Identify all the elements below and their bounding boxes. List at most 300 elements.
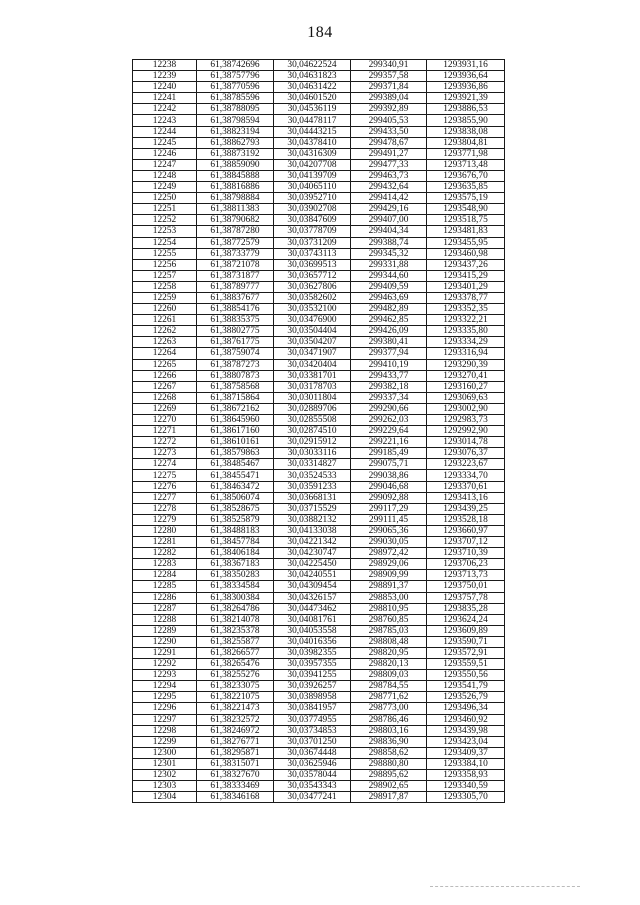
point-number-cell: 12301 [133, 758, 197, 769]
table-row [133, 281, 505, 292]
latitude-cell: 61,38802775 [197, 326, 274, 337]
latitude-cell: 61,38787273 [197, 359, 274, 370]
table-row [133, 215, 505, 226]
latitude-cell: 61,38835375 [197, 315, 274, 326]
x-coordinate-cell: 298786,46 [351, 714, 427, 725]
table-row [133, 104, 505, 115]
table-row [133, 248, 505, 259]
x-coordinate-cell: 298820,13 [351, 659, 427, 670]
latitude-cell: 61,38300384 [197, 592, 274, 603]
point-number-cell: 12265 [133, 359, 197, 370]
x-coordinate-cell: 299463,69 [351, 292, 427, 303]
latitude-cell: 61,38367183 [197, 559, 274, 570]
longitude-cell: 30,04065110 [274, 182, 351, 193]
point-number-cell: 12252 [133, 215, 197, 226]
point-number-cell: 12247 [133, 159, 197, 170]
longitude-cell: 30,04631823 [274, 71, 351, 82]
y-coordinate-cell: 1293423,04 [427, 736, 505, 747]
y-coordinate-cell: 1293541,79 [427, 681, 505, 692]
point-number-cell: 12280 [133, 525, 197, 536]
longitude-cell: 30,04016356 [274, 636, 351, 647]
table-row [133, 747, 505, 758]
y-coordinate-cell: 1293305,70 [427, 792, 505, 803]
x-coordinate-cell: 298773,00 [351, 703, 427, 714]
y-coordinate-cell: 1293340,59 [427, 781, 505, 792]
y-coordinate-cell: 1293713,48 [427, 159, 505, 170]
point-number-cell: 12251 [133, 204, 197, 215]
table-row [133, 326, 505, 337]
point-number-cell: 12270 [133, 415, 197, 426]
longitude-cell: 30,03524533 [274, 470, 351, 481]
latitude-cell: 61,38327670 [197, 770, 274, 781]
longitude-cell: 30,03926257 [274, 681, 351, 692]
x-coordinate-cell: 299404,34 [351, 226, 427, 237]
y-coordinate-cell: 1293931,16 [427, 60, 505, 71]
y-coordinate-cell: 1293455,95 [427, 237, 505, 248]
x-coordinate-cell: 298895,62 [351, 770, 427, 781]
longitude-cell: 30,04326157 [274, 592, 351, 603]
x-coordinate-cell: 298809,03 [351, 670, 427, 681]
table-row [133, 781, 505, 792]
latitude-cell: 61,38845888 [197, 170, 274, 181]
latitude-cell: 61,38315071 [197, 758, 274, 769]
table-row [133, 182, 505, 193]
point-number-cell: 12285 [133, 581, 197, 592]
longitude-cell: 30,03957355 [274, 659, 351, 670]
y-coordinate-cell: 1293384,10 [427, 758, 505, 769]
point-number-cell: 12262 [133, 326, 197, 337]
longitude-cell: 30,03420404 [274, 359, 351, 370]
longitude-cell: 30,03701250 [274, 736, 351, 747]
y-coordinate-cell: 1293223,67 [427, 459, 505, 470]
point-number-cell: 12279 [133, 514, 197, 525]
latitude-cell: 61,38715864 [197, 392, 274, 403]
table-row [133, 126, 505, 137]
table-row [133, 659, 505, 670]
longitude-cell: 30,03476900 [274, 315, 351, 326]
longitude-cell: 30,03532100 [274, 304, 351, 315]
latitude-cell: 61,38798594 [197, 115, 274, 126]
latitude-cell: 61,38528675 [197, 503, 274, 514]
longitude-cell: 30,03715529 [274, 503, 351, 514]
table-row [133, 736, 505, 747]
latitude-cell: 61,38455471 [197, 470, 274, 481]
x-coordinate-cell: 299357,58 [351, 71, 427, 82]
y-coordinate-cell: 1293378,77 [427, 292, 505, 303]
table-row [133, 315, 505, 326]
x-coordinate-cell: 299377,94 [351, 348, 427, 359]
y-coordinate-cell: 1293572,91 [427, 647, 505, 658]
point-number-cell: 12295 [133, 692, 197, 703]
table-row [133, 725, 505, 736]
x-coordinate-cell: 298808,48 [351, 636, 427, 647]
point-number-cell: 12264 [133, 348, 197, 359]
latitude-cell: 61,38759074 [197, 348, 274, 359]
point-number-cell: 12304 [133, 792, 197, 803]
footer-rule [430, 886, 580, 887]
longitude-cell: 30,03941255 [274, 670, 351, 681]
x-coordinate-cell: 299409,59 [351, 281, 427, 292]
point-number-cell: 12258 [133, 281, 197, 292]
longitude-cell: 30,04081761 [274, 614, 351, 625]
latitude-cell: 61,38761775 [197, 337, 274, 348]
latitude-cell: 61,38334584 [197, 581, 274, 592]
x-coordinate-cell: 299429,16 [351, 204, 427, 215]
y-coordinate-cell: 1293290,39 [427, 359, 505, 370]
point-number-cell: 12296 [133, 703, 197, 714]
point-number-cell: 12288 [133, 614, 197, 625]
y-coordinate-cell: 1293518,75 [427, 215, 505, 226]
longitude-cell: 30,03847609 [274, 215, 351, 226]
table-row [133, 193, 505, 204]
latitude-cell: 61,38488183 [197, 525, 274, 536]
latitude-cell: 61,38733779 [197, 248, 274, 259]
x-coordinate-cell: 299477,33 [351, 159, 427, 170]
point-number-cell: 12261 [133, 315, 197, 326]
point-number-cell: 12273 [133, 448, 197, 459]
y-coordinate-cell: 1293676,70 [427, 170, 505, 181]
longitude-cell: 30,03578044 [274, 770, 351, 781]
x-coordinate-cell: 299463,73 [351, 170, 427, 181]
point-number-cell: 12246 [133, 148, 197, 159]
table-row [133, 93, 505, 104]
latitude-cell: 61,38873192 [197, 148, 274, 159]
x-coordinate-cell: 299290,66 [351, 403, 427, 414]
x-coordinate-cell: 298917,87 [351, 792, 427, 803]
table-row [133, 437, 505, 448]
x-coordinate-cell: 299426,09 [351, 326, 427, 337]
latitude-cell: 61,38617160 [197, 426, 274, 437]
x-coordinate-cell: 298972,42 [351, 548, 427, 559]
x-coordinate-cell: 299344,60 [351, 270, 427, 281]
longitude-cell: 30,03381701 [274, 370, 351, 381]
y-coordinate-cell: 1293528,18 [427, 514, 505, 525]
x-coordinate-cell: 298760,85 [351, 614, 427, 625]
x-coordinate-cell: 299229,64 [351, 426, 427, 437]
latitude-cell: 61,38255276 [197, 670, 274, 681]
longitude-cell: 30,04473462 [274, 603, 351, 614]
point-number-cell: 12253 [133, 226, 197, 237]
table-row [133, 159, 505, 170]
y-coordinate-cell: 1293160,27 [427, 381, 505, 392]
x-coordinate-cell: 298929,06 [351, 559, 427, 570]
y-coordinate-cell: 1293270,41 [427, 370, 505, 381]
point-number-cell: 12260 [133, 304, 197, 315]
x-coordinate-cell: 298785,03 [351, 625, 427, 636]
table-row [133, 60, 505, 71]
y-coordinate-cell: 1293322,21 [427, 315, 505, 326]
x-coordinate-cell: 298880,80 [351, 758, 427, 769]
y-coordinate-cell: 1293526,79 [427, 692, 505, 703]
latitude-cell: 61,38798884 [197, 193, 274, 204]
table-row [133, 681, 505, 692]
latitude-cell: 61,38295871 [197, 747, 274, 758]
y-coordinate-cell: 1293437,26 [427, 259, 505, 270]
table-row [133, 292, 505, 303]
point-number-cell: 12257 [133, 270, 197, 281]
x-coordinate-cell: 299030,05 [351, 537, 427, 548]
point-number-cell: 12282 [133, 548, 197, 559]
point-number-cell: 12287 [133, 603, 197, 614]
point-number-cell: 12268 [133, 392, 197, 403]
longitude-cell: 30,04601520 [274, 93, 351, 104]
y-coordinate-cell: 1293460,92 [427, 714, 505, 725]
latitude-cell: 61,38350283 [197, 570, 274, 581]
point-number-cell: 12274 [133, 459, 197, 470]
latitude-cell: 61,38232572 [197, 714, 274, 725]
latitude-cell: 61,38525879 [197, 514, 274, 525]
latitude-cell: 61,38862793 [197, 137, 274, 148]
point-number-cell: 12298 [133, 725, 197, 736]
y-coordinate-cell: 1293496,34 [427, 703, 505, 714]
y-coordinate-cell: 1293481,83 [427, 226, 505, 237]
latitude-cell: 61,38235378 [197, 625, 274, 636]
longitude-cell: 30,03582602 [274, 292, 351, 303]
latitude-cell: 61,38758568 [197, 381, 274, 392]
point-number-cell: 12245 [133, 137, 197, 148]
point-number-cell: 12286 [133, 592, 197, 603]
table-row [133, 792, 505, 803]
point-number-cell: 12281 [133, 537, 197, 548]
latitude-cell: 61,38221075 [197, 692, 274, 703]
latitude-cell: 61,38506074 [197, 492, 274, 503]
x-coordinate-cell: 298820,95 [351, 647, 427, 658]
table-row [133, 614, 505, 625]
table-row [133, 503, 505, 514]
longitude-cell: 30,04478117 [274, 115, 351, 126]
point-number-cell: 12303 [133, 781, 197, 792]
longitude-cell: 30,02915912 [274, 437, 351, 448]
point-number-cell: 12272 [133, 437, 197, 448]
longitude-cell: 30,03471907 [274, 348, 351, 359]
longitude-cell: 30,02855508 [274, 415, 351, 426]
table-row [133, 71, 505, 82]
longitude-cell: 30,04225450 [274, 559, 351, 570]
y-coordinate-cell: 1293550,56 [427, 670, 505, 681]
longitude-cell: 30,04240551 [274, 570, 351, 581]
table-row [133, 304, 505, 315]
table-row [133, 492, 505, 503]
table-row [133, 537, 505, 548]
table-row [133, 370, 505, 381]
point-number-cell: 12240 [133, 82, 197, 93]
x-coordinate-cell: 298858,62 [351, 747, 427, 758]
longitude-cell: 30,03178703 [274, 381, 351, 392]
table-row [133, 714, 505, 725]
x-coordinate-cell: 298771,62 [351, 692, 427, 703]
latitude-cell: 61,38266577 [197, 647, 274, 658]
longitude-cell: 30,03504207 [274, 337, 351, 348]
table-row [133, 459, 505, 470]
point-number-cell: 12283 [133, 559, 197, 570]
x-coordinate-cell: 299410,19 [351, 359, 427, 370]
y-coordinate-cell: 1293921,39 [427, 93, 505, 104]
x-coordinate-cell: 299331,88 [351, 259, 427, 270]
table-row [133, 204, 505, 215]
latitude-cell: 61,38807873 [197, 370, 274, 381]
point-number-cell: 12302 [133, 770, 197, 781]
y-coordinate-cell: 1293069,63 [427, 392, 505, 403]
longitude-cell: 30,03898958 [274, 692, 351, 703]
coordinates-table-body [133, 60, 505, 803]
y-coordinate-cell: 1293334,29 [427, 337, 505, 348]
y-coordinate-cell: 1293707,12 [427, 537, 505, 548]
latitude-cell: 61,38264786 [197, 603, 274, 614]
y-coordinate-cell: 1293334,70 [427, 470, 505, 481]
y-coordinate-cell: 1293624,24 [427, 614, 505, 625]
y-coordinate-cell: 1293936,86 [427, 82, 505, 93]
longitude-cell: 30,03952710 [274, 193, 351, 204]
latitude-cell: 61,38579863 [197, 448, 274, 459]
latitude-cell: 61,38255877 [197, 636, 274, 647]
x-coordinate-cell: 299337,34 [351, 392, 427, 403]
point-number-cell: 12290 [133, 636, 197, 647]
y-coordinate-cell: 1293706,23 [427, 559, 505, 570]
x-coordinate-cell: 299433,77 [351, 370, 427, 381]
latitude-cell: 61,38233075 [197, 681, 274, 692]
x-coordinate-cell: 299388,74 [351, 237, 427, 248]
point-number-cell: 12271 [133, 426, 197, 437]
point-number-cell: 12297 [133, 714, 197, 725]
y-coordinate-cell: 1292983,73 [427, 415, 505, 426]
table-row [133, 381, 505, 392]
table-row [133, 270, 505, 281]
x-coordinate-cell: 299185,49 [351, 448, 427, 459]
point-number-cell: 12299 [133, 736, 197, 747]
point-number-cell: 12291 [133, 647, 197, 658]
longitude-cell: 30,04207708 [274, 159, 351, 170]
x-coordinate-cell: 298784,55 [351, 681, 427, 692]
x-coordinate-cell: 299414,42 [351, 193, 427, 204]
table-row [133, 226, 505, 237]
table-row [133, 692, 505, 703]
x-coordinate-cell: 298836,90 [351, 736, 427, 747]
table-row [133, 470, 505, 481]
x-coordinate-cell: 299038,86 [351, 470, 427, 481]
point-number-cell: 12293 [133, 670, 197, 681]
y-coordinate-cell: 1293002,90 [427, 403, 505, 414]
point-number-cell: 12278 [133, 503, 197, 514]
longitude-cell: 30,03743113 [274, 248, 351, 259]
y-coordinate-cell: 1293548,90 [427, 204, 505, 215]
latitude-cell: 61,38276771 [197, 736, 274, 747]
table-row [133, 415, 505, 426]
y-coordinate-cell: 1293804,81 [427, 137, 505, 148]
x-coordinate-cell: 299389,04 [351, 93, 427, 104]
y-coordinate-cell: 1293370,61 [427, 481, 505, 492]
x-coordinate-cell: 299433,50 [351, 126, 427, 137]
longitude-cell: 30,03731209 [274, 237, 351, 248]
table-row [133, 337, 505, 348]
x-coordinate-cell: 299075,71 [351, 459, 427, 470]
point-number-cell: 12250 [133, 193, 197, 204]
table-row [133, 237, 505, 248]
table-row [133, 770, 505, 781]
x-coordinate-cell: 299111,45 [351, 514, 427, 525]
longitude-cell: 30,02889706 [274, 403, 351, 414]
table-row [133, 603, 505, 614]
y-coordinate-cell: 1293575,19 [427, 193, 505, 204]
longitude-cell: 30,03982355 [274, 647, 351, 658]
latitude-cell: 61,38837677 [197, 292, 274, 303]
point-number-cell: 12243 [133, 115, 197, 126]
x-coordinate-cell: 299092,88 [351, 492, 427, 503]
y-coordinate-cell: 1293886,53 [427, 104, 505, 115]
table-row [133, 581, 505, 592]
table-row [133, 82, 505, 93]
table-row [133, 348, 505, 359]
latitude-cell: 61,38333469 [197, 781, 274, 792]
longitude-cell: 30,03674448 [274, 747, 351, 758]
latitude-cell: 61,38823194 [197, 126, 274, 137]
y-coordinate-cell: 1293014,78 [427, 437, 505, 448]
x-coordinate-cell: 299046,68 [351, 481, 427, 492]
point-number-cell: 12275 [133, 470, 197, 481]
longitude-cell: 30,03778709 [274, 226, 351, 237]
latitude-cell: 61,38854176 [197, 304, 274, 315]
latitude-cell: 61,38789777 [197, 281, 274, 292]
y-coordinate-cell: 1293771,98 [427, 148, 505, 159]
point-number-cell: 12249 [133, 182, 197, 193]
latitude-cell: 61,38742696 [197, 60, 274, 71]
table-row [133, 703, 505, 714]
point-number-cell: 12256 [133, 259, 197, 270]
y-coordinate-cell: 1293710,39 [427, 548, 505, 559]
point-number-cell: 12269 [133, 403, 197, 414]
y-coordinate-cell: 1293439,98 [427, 725, 505, 736]
y-coordinate-cell: 1293590,71 [427, 636, 505, 647]
y-coordinate-cell: 1293838,08 [427, 126, 505, 137]
longitude-cell: 30,03774955 [274, 714, 351, 725]
table-row [133, 525, 505, 536]
latitude-cell: 61,38221473 [197, 703, 274, 714]
point-number-cell: 12292 [133, 659, 197, 670]
x-coordinate-cell: 299065,36 [351, 525, 427, 536]
longitude-cell: 30,04133038 [274, 525, 351, 536]
longitude-cell: 30,03011804 [274, 392, 351, 403]
x-coordinate-cell: 299371,84 [351, 82, 427, 93]
longitude-cell: 30,03657712 [274, 270, 351, 281]
y-coordinate-cell: 1293660,97 [427, 525, 505, 536]
x-coordinate-cell: 298853,00 [351, 592, 427, 603]
y-coordinate-cell: 1293335,80 [427, 326, 505, 337]
longitude-cell: 30,03625946 [274, 758, 351, 769]
x-coordinate-cell: 299345,32 [351, 248, 427, 259]
longitude-cell: 30,04316309 [274, 148, 351, 159]
latitude-cell: 61,38610161 [197, 437, 274, 448]
longitude-cell: 30,04443215 [274, 126, 351, 137]
point-number-cell: 12294 [133, 681, 197, 692]
longitude-cell: 30,03882132 [274, 514, 351, 525]
table-row [133, 115, 505, 126]
latitude-cell: 61,38731877 [197, 270, 274, 281]
latitude-cell: 61,38406184 [197, 548, 274, 559]
y-coordinate-cell: 1293936,64 [427, 71, 505, 82]
point-number-cell: 12244 [133, 126, 197, 137]
y-coordinate-cell: 1293358,93 [427, 770, 505, 781]
latitude-cell: 61,38772579 [197, 237, 274, 248]
point-number-cell: 12239 [133, 71, 197, 82]
latitude-cell: 61,38246972 [197, 725, 274, 736]
x-coordinate-cell: 298891,37 [351, 581, 427, 592]
table-row [133, 359, 505, 370]
y-coordinate-cell: 1292992,90 [427, 426, 505, 437]
latitude-cell: 61,38757796 [197, 71, 274, 82]
latitude-cell: 61,38214078 [197, 614, 274, 625]
longitude-cell: 30,04378410 [274, 137, 351, 148]
table-row [133, 137, 505, 148]
table-row [133, 403, 505, 414]
